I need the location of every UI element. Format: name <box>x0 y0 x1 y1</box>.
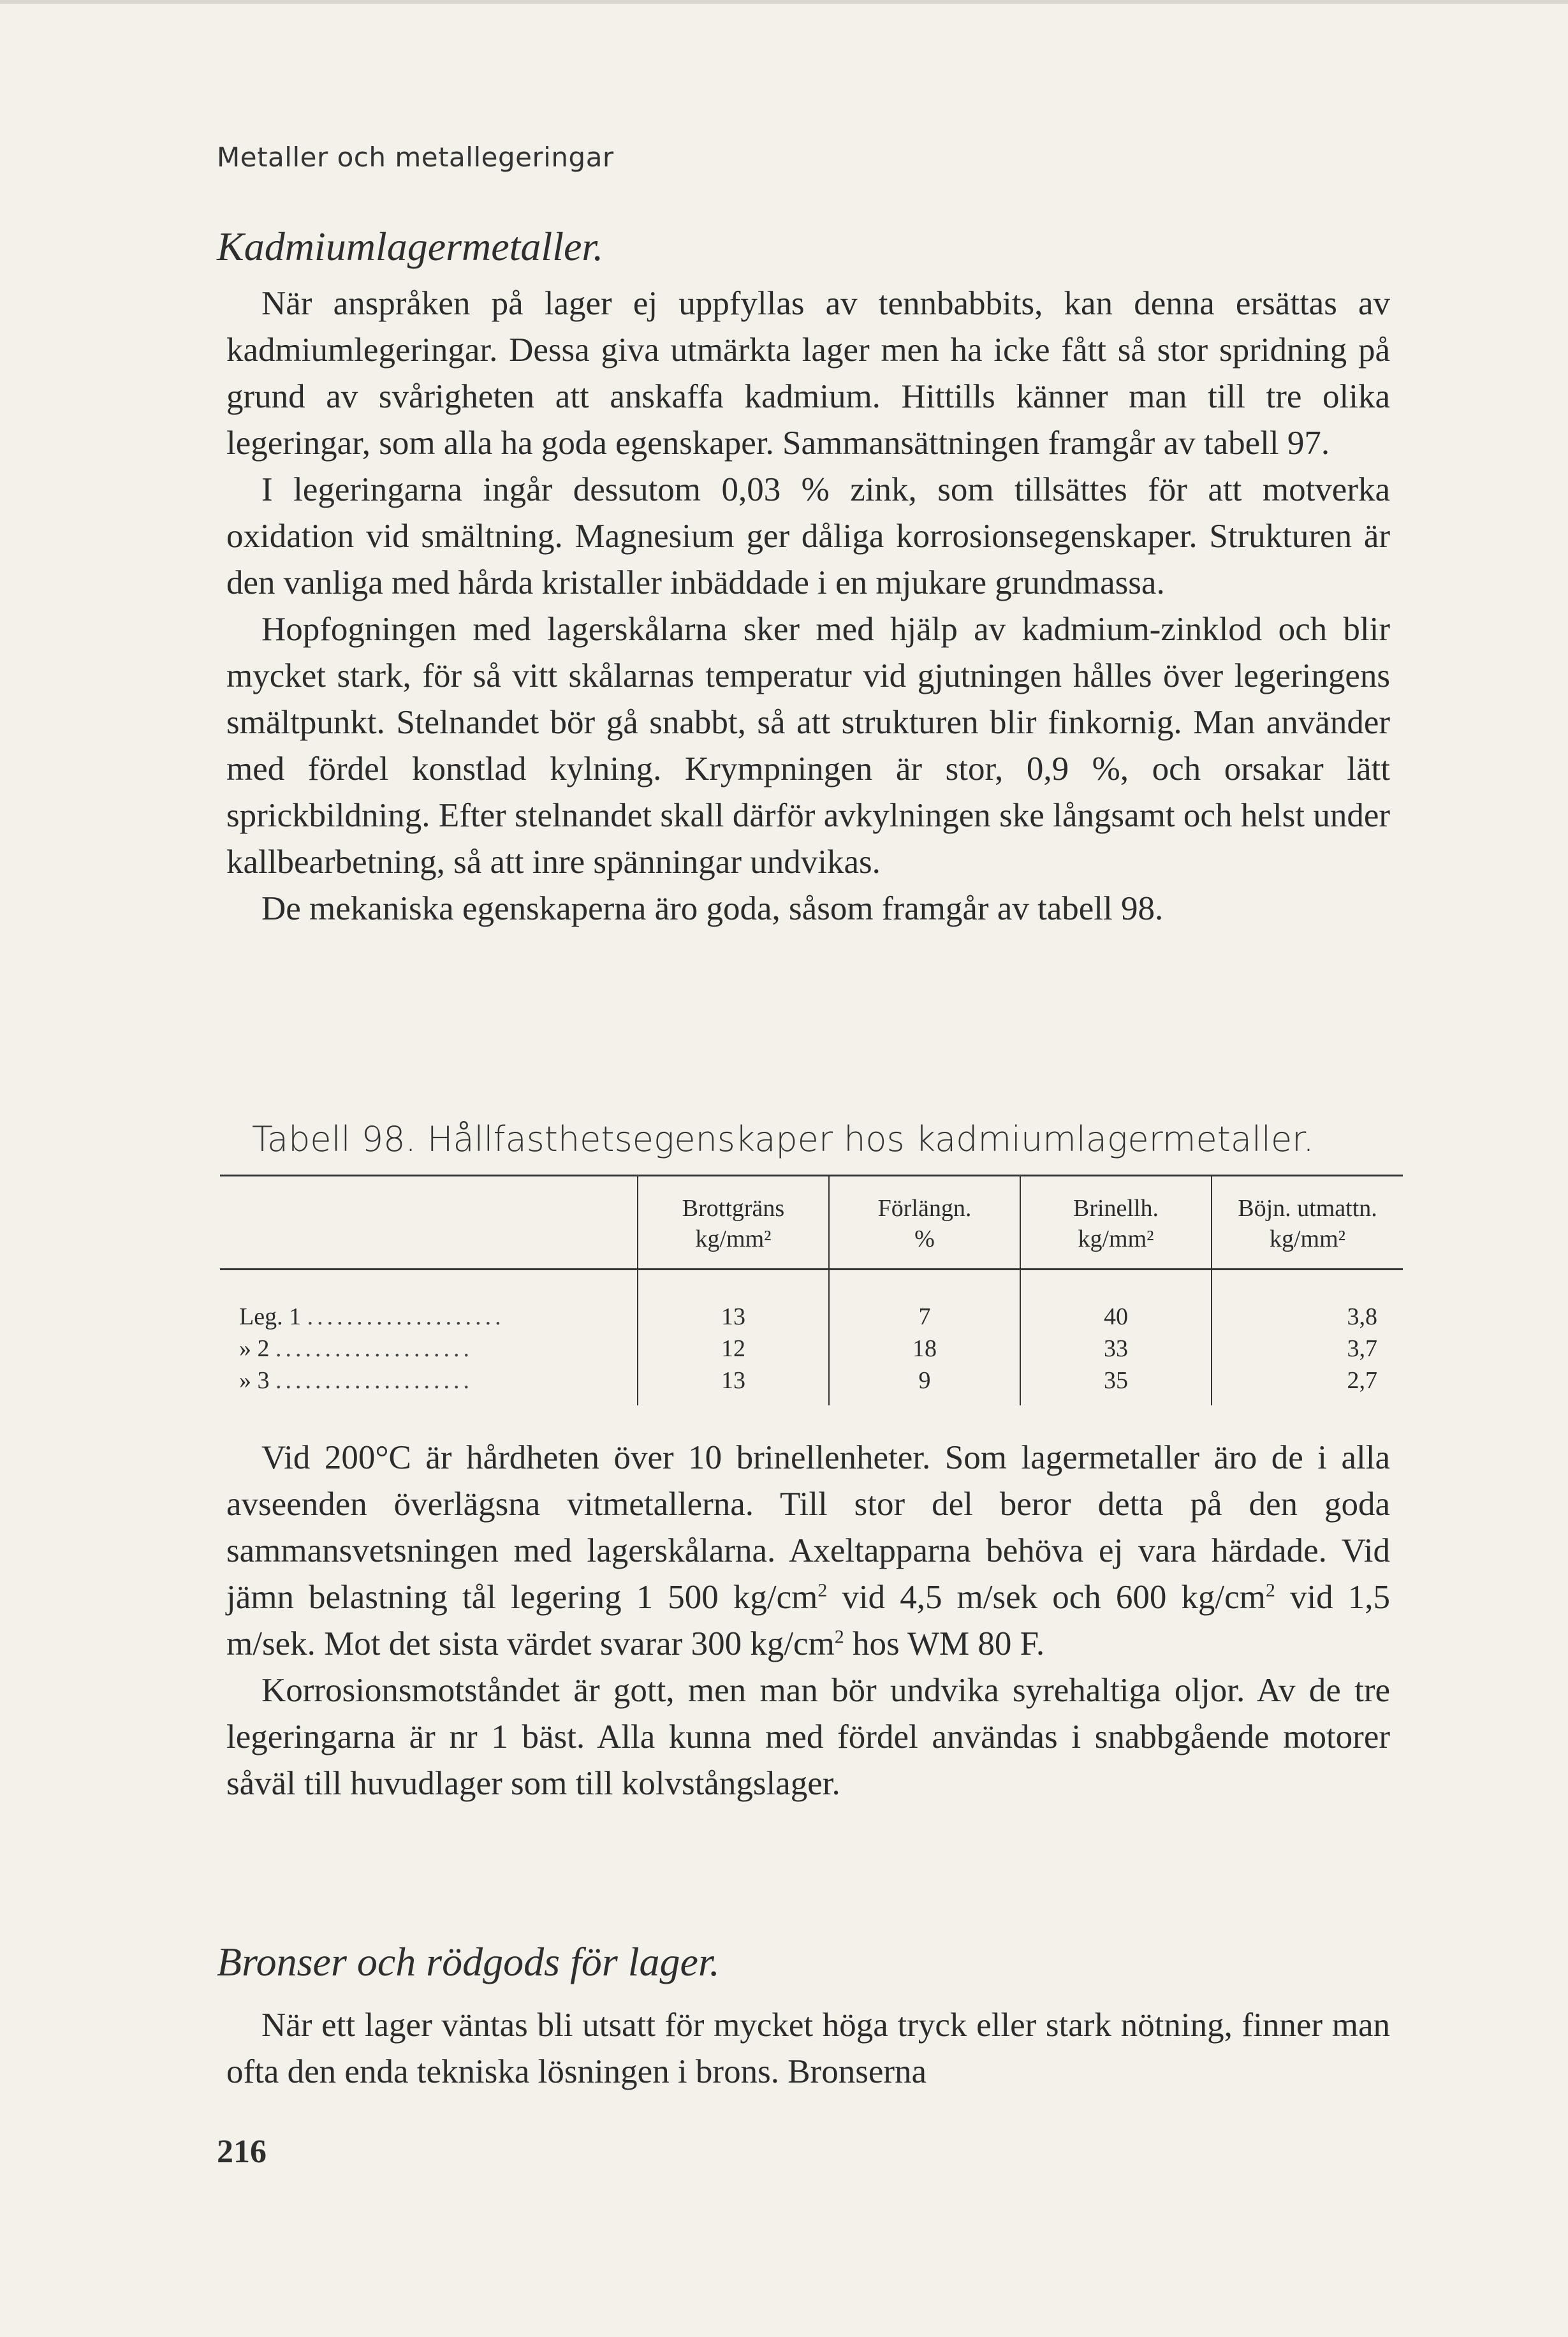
column-header-name: Brottgräns <box>682 1195 785 1222</box>
table-row <box>220 1365 1403 1405</box>
paragraph: När anspråken på lager ej uppfyllas av tennbabbits, kan denna ersättas av kadmiumlegeringar. Dessa giva utmärkta lager men ha icke fått så stor spridning på grund av svårigheten att anskaffa kadmium. Hittills känner man till tre olika legeringar, som alla ha goda egenskaper. Sammansättningen framgår av tabell 97. <box>226 285 1390 462</box>
page-number: 216 <box>217 2134 267 2170</box>
table-cell: 13 <box>638 1365 829 1405</box>
text-run: hos WM 80 F. <box>844 1625 1045 1662</box>
table-cell: 3,8 <box>1212 1270 1403 1333</box>
leader-dots: .................... <box>307 1303 505 1330</box>
column-header-unit: kg/mm² <box>695 1226 772 1252</box>
table-cell: 40 <box>1020 1270 1212 1333</box>
after-table-body <box>226 1435 1390 1807</box>
paragraph: De mekaniska egenskaperna äro goda, såsom framgår av tabell 98. <box>261 890 1164 927</box>
section2-body <box>226 2002 1390 2095</box>
row-label: » 3 <box>239 1367 270 1394</box>
text-run: Vid 200°C är hårdheten över 10 brinellenheter. Som lagermetaller äro de i alla avseenden överlägsna vitmetallerna. Till stor del beror detta på den goda sammansvetsningen med lagerskålarna. Axeltapparna behöva ej vara härdade. Vid jämn belastning tål legering 1 500 kg/cm <box>226 1439 1390 1616</box>
superscript: 2 <box>1265 1579 1275 1601</box>
superscript: 2 <box>834 1626 844 1648</box>
table-row <box>220 1270 1403 1333</box>
table-stub-header <box>220 1176 638 1270</box>
table-row <box>220 1333 1403 1365</box>
table-cell: 2,7 <box>1212 1365 1403 1405</box>
paragraph <box>226 1435 1390 1667</box>
text-run: vid 4,5 m/sek och 600 kg/cm <box>827 1579 1266 1616</box>
table-cell: 35 <box>1020 1365 1212 1405</box>
leader-dots: .................... <box>275 1367 473 1394</box>
top-edge <box>0 0 1568 4</box>
column-header-name: Böjn. utmattn. <box>1238 1195 1377 1222</box>
paragraph: Hopfogningen med lagerskålarna sker med hjälp av kadmium-zinklod och blir mycket stark, för så vitt skålarnas temperatur vid gjutningen hålles över legeringens smältpunkt. Stelnandet bör gå snabbt, så att strukturen blir finkornig. Man använder med fördel konstlad kylning. Krympningen är stor, 0,9 %, och orsakar lätt sprickbildning. Efter stelnandet skall därför avkylningen ske långsamt och helst under kallbearbetning, så att inre spänningar undvikas. <box>226 611 1390 881</box>
row-label-cell <box>220 1270 638 1333</box>
column-header <box>1212 1176 1403 1270</box>
paragraph: I legeringarna ingår dessutom 0,03 % zink, som tillsättes för att motverka oxidation vid smältning. Magnesium ger dåliga korrosionsegenskaper. Strukturen är den vanliga med hårda kristaller inbäddade i en mjukare grundmassa. <box>226 471 1390 601</box>
superscript: 2 <box>817 1579 828 1601</box>
section-title-kadmium: Kadmiumlagermetaller. <box>217 224 604 269</box>
table-cell: 3,7 <box>1212 1333 1403 1365</box>
table-header-row <box>220 1176 1403 1270</box>
table-cell: 33 <box>1020 1333 1212 1365</box>
section1-body <box>226 281 1390 932</box>
paragraph: När ett lager väntas bli utsatt för mycket höga tryck eller stark nötning, finner man ofta den enda tekniska lösningen i brons. Bronserna <box>226 2007 1390 2090</box>
table-cell: 18 <box>829 1333 1020 1365</box>
leader-dots: .................... <box>275 1335 473 1362</box>
column-header <box>829 1176 1020 1270</box>
running-head: Metaller och metallegeringar <box>217 142 614 173</box>
column-header-unit: kg/mm² <box>1269 1226 1346 1252</box>
row-label-cell <box>220 1333 638 1365</box>
properties-table <box>220 1175 1403 1405</box>
table-cell: 12 <box>638 1333 829 1365</box>
row-label: » 2 <box>239 1335 270 1362</box>
column-header <box>1020 1176 1212 1270</box>
table-cell: 9 <box>829 1365 1020 1405</box>
column-header-unit: % <box>914 1226 935 1252</box>
section-title-bronser: Bronser och rödgods för lager. <box>217 1939 720 1984</box>
table-cell: 7 <box>829 1270 1020 1333</box>
table-cell: 13 <box>638 1270 829 1333</box>
column-header <box>638 1176 829 1270</box>
text-run: vid 1,5 m/sek. Mot det sista värdet svarar 300 kg/cm <box>226 1579 1390 1662</box>
column-header-name: Brinellh. <box>1073 1195 1159 1222</box>
paragraph: Korrosionsmotståndet är gott, men man bör undvika syrehaltiga oljor. Av de tre legeringarna är nr 1 bäst. Alla kunna med fördel användas i snabbgående motorer såväl till huvudlager som till kolvstångslager. <box>226 1672 1390 1802</box>
row-label: Leg. 1 <box>239 1303 302 1330</box>
column-header-unit: kg/mm² <box>1078 1226 1154 1252</box>
row-label-cell <box>220 1365 638 1405</box>
column-header-name: Förlängn. <box>877 1195 972 1222</box>
table-caption: Tabell 98. Hållfasthetsegenskaper hos kadmiumlagermetaller. <box>252 1119 1314 1159</box>
